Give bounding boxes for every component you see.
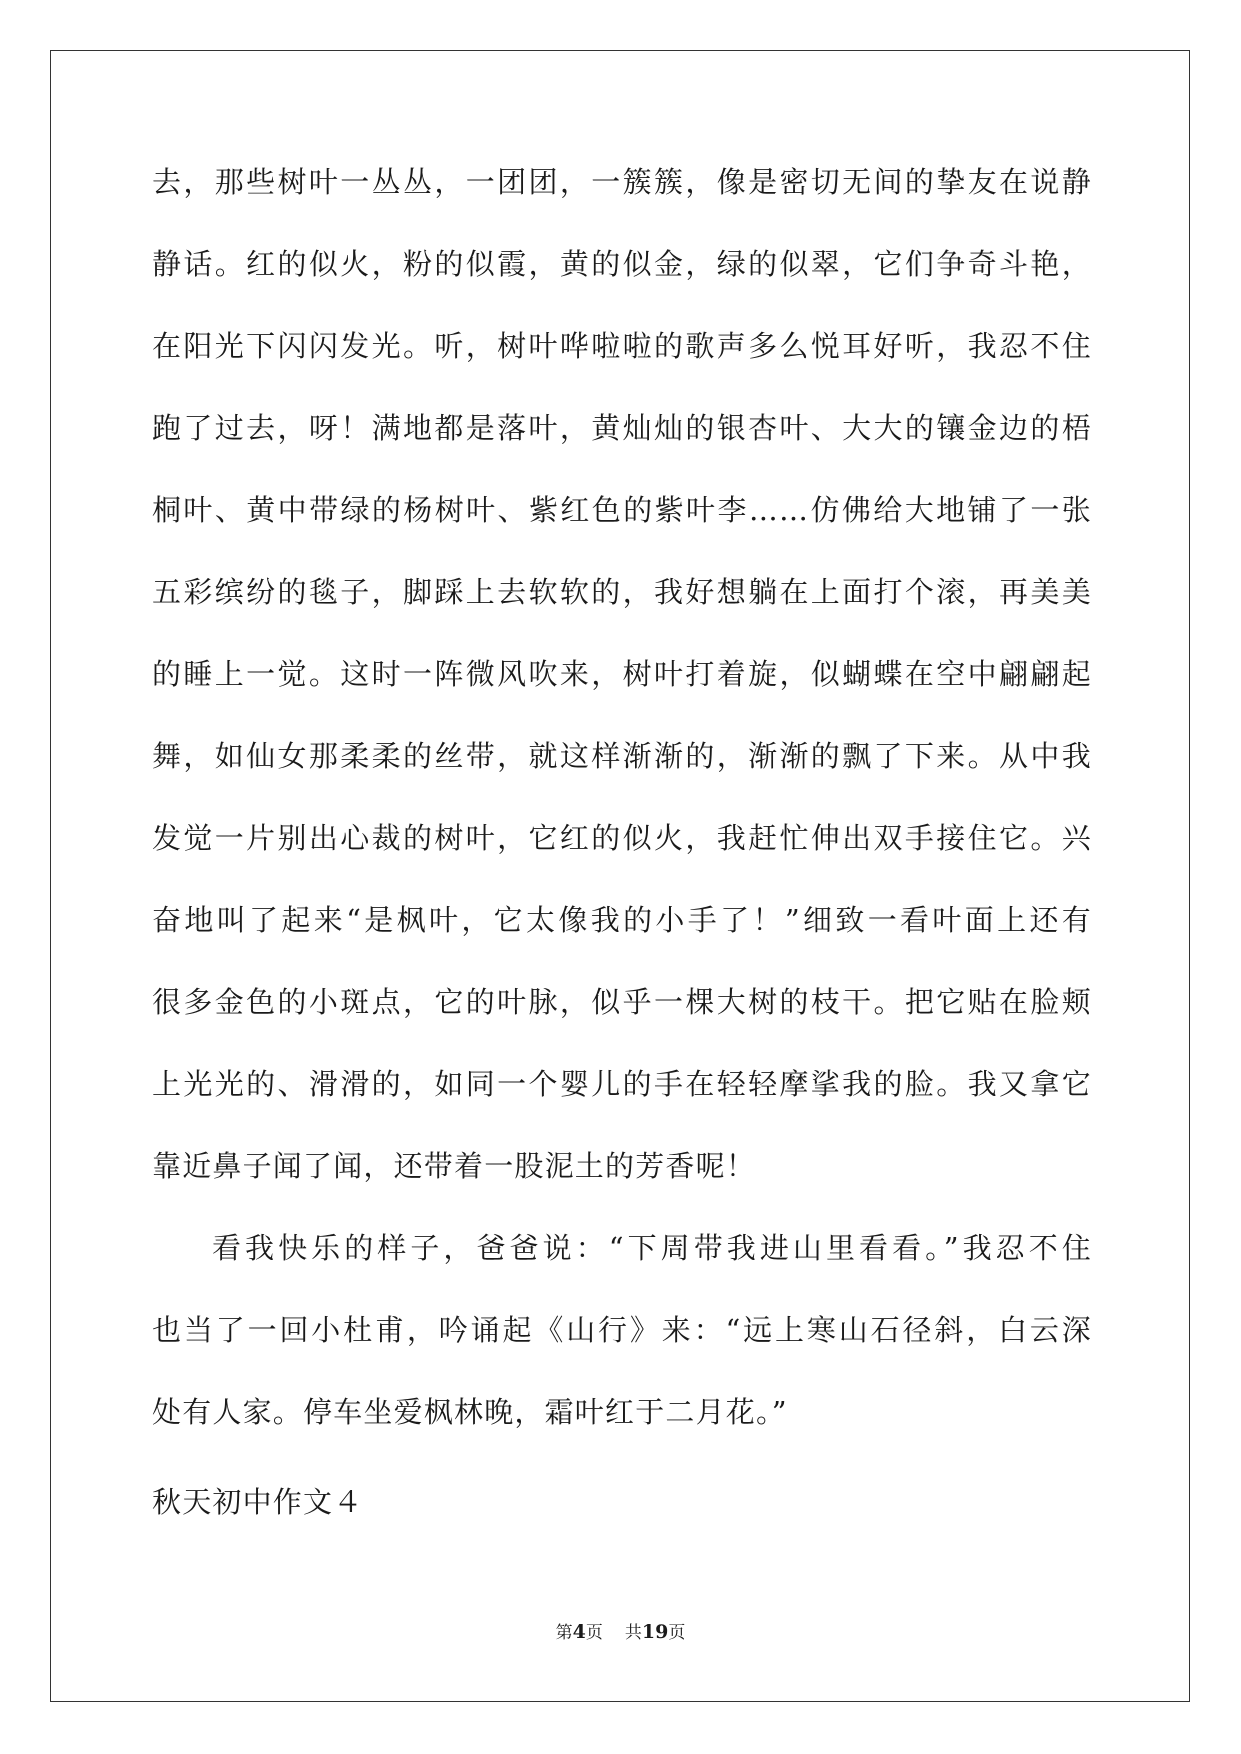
footer-page-prefix: 第: [555, 1623, 573, 1643]
text-line: 靠近鼻子闻了闻，还带着一股泥土的芳香呢！: [152, 1149, 757, 1183]
text-line: 也当了一回小杜甫，吟诵起《山行》来：“远上寒山石径斜，白云深: [152, 1313, 1092, 1347]
text-line: 上光光的、滑滑的，如同一个婴儿的手在轻轻摩挲我的脸。我又拿它: [152, 1067, 1092, 1101]
footer-total-pages: 19: [641, 1621, 669, 1643]
text-line: 的睡上一觉。这时一阵微风吹来，树叶打着旋，似蝴蝶在空中翩翩起: [152, 657, 1092, 691]
essay-body: [152, 162, 1092, 1474]
text-line: 去，那些树叶一丛丛，一团团，一簇簇，像是密切无间的挚友在说静: [152, 165, 1092, 199]
text-line: 发觉一片别出心裁的树叶，它红的似火，我赶忙伸出双手接住它。兴: [152, 821, 1092, 855]
text-line: 很多金色的小斑点，它的叶脉，似乎一棵大树的枝干。把它贴在脸颊: [152, 985, 1092, 1019]
text-line: 桐叶、黄中带绿的杨树叶、紫红色的紫叶李……仿佛给大地铺了一张: [152, 493, 1092, 527]
footer-page-number: 4: [572, 1621, 586, 1643]
text-line: 跑了过去，呀！满地都是落叶，黄灿灿的银杏叶、大大的镶金边的梧: [152, 411, 1092, 445]
text-line: 五彩缤纷的毯子，脚踩上去软软的，我好想躺在上面打个滚，再美美: [152, 575, 1092, 609]
footer-total-suffix: 页: [668, 1623, 686, 1643]
page-footer: [0, 1618, 1241, 1643]
text-line: 处有人家。停车坐爱枫林晚，霜叶红于二月花。”: [152, 1395, 788, 1429]
text-line: 在阳光下闪闪发光。听，树叶哗啦啦的歌声多么悦耳好听，我忍不住: [152, 329, 1092, 363]
text-line: 奋地叫了起来“是枫叶，它太像我的小手了！”细致一看叶面上还有: [152, 903, 1092, 937]
text-line: 静话。红的似火，粉的似霞，黄的似金，绿的似翠，它们争奇斗艳，: [152, 247, 1092, 281]
footer-page-suffix: 页: [585, 1623, 603, 1643]
footer-total-prefix: 共: [624, 1623, 642, 1643]
section-heading: 秋天初中作文４: [152, 1485, 364, 1519]
text-line: 舞，如仙女那柔柔的丝带，就这样渐渐的，渐渐的飘了下来。从中我: [152, 739, 1092, 773]
paragraph-start-line: 看我快乐的样子，爸爸说：“下周带我进山里看看。”我忍不住: [212, 1231, 1092, 1265]
